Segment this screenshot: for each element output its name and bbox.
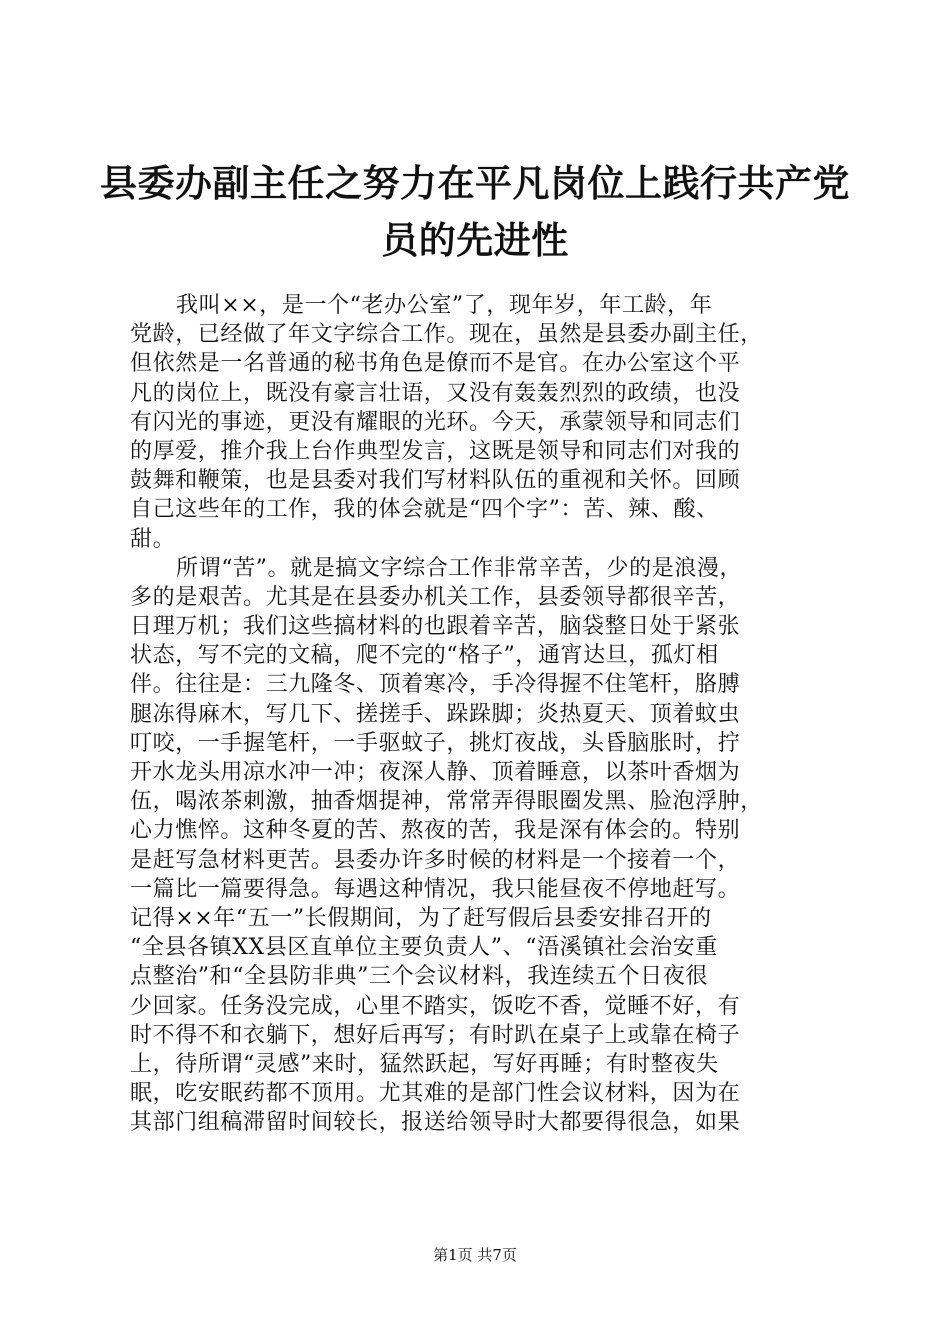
body-line: 叮咬，一手握笔杆，一手驱蚊子，挑灯夜战，头昏脑胀时，拧 [130,730,741,756]
body-line: 一篇比一篇要得急。每遇这种情况，我只能昼夜不停地赶写。 [130,876,741,902]
body-line: 甜。 [130,526,176,552]
body-line: 开水龙头用凉水冲一冲；夜深人静、顶着睡意，以茶叶香烟为 [130,760,741,785]
body-line: 多的是艰苦。尤其是在县委办机关工作，县委领导都很辛苦， [130,584,741,610]
document-title-line-1: 县委办副主任之努力在平凡岗位上践行共产党 [100,162,850,205]
body-line: 凡的岗位上，既没有豪言壮语，又没有轰轰烈烈的政绩，也没 [130,380,741,406]
body-line: 日理万机；我们这些搞材料的也跟着辛苦，脑袋整日处于紧张 [130,614,741,640]
body-line: 是赶写急材料更苦。县委办许多时候的材料是一个接着一个， [130,847,741,873]
body-line: 我叫××，是一个“老办公室”了，现年岁，年工龄，年 [176,293,713,318]
body-line: 状态，写不完的文稿，爬不完的“格子”，通宵达旦，孤灯相 [130,643,719,669]
document-body [130,291,830,1137]
body-line: 上，待所谓“灵感”来时，猛然跃起，写好再睡；有时整夜失 [130,1051,719,1077]
body-line: 的厚爱，推介我上台作典型发言，这既是领导和同志们对我的 [130,438,741,464]
body-line: 有闪光的事迹，更没有耀眼的光环。今天，承蒙领导和同志们 [130,409,741,435]
body-line: 鼓舞和鞭策，也是县委对我们写材料队伍的重视和关怀。回顾 [130,468,741,494]
body-line: “全县各镇XX县区直单位主要负责人”、“浯溪镇社会治安重 [130,935,718,961]
body-line: 党龄，已经做了年文字综合工作。现在，虽然是县委办副主任， [130,322,763,348]
body-line: 心力憔悴。这种冬夏的苦、熬夜的苦，我是深有体会的。特别 [130,818,741,844]
body-line: 伴。往往是：三九隆冬、顶着寒冷，手冷得握不住笔杆，胳膊 [130,672,741,698]
body-line: 自己这些年的工作，我的体会就是“四个字”：苦、辣、酸、 [130,497,719,523]
document-title-line-2: 员的先进性 [381,219,569,262]
body-line: 所谓“苦”。就是搞文字综合工作非常辛苦，少的是浪漫， [176,555,743,581]
body-line: 点整治”和“全县防非典”三个会议材料，我连续五个日夜很 [130,964,708,990]
body-line: 少回家。任务没完成，心里不踏实，饭吃不香，觉睡不好，有 [130,993,741,1019]
body-line: 其部门组稿滞留时间较长，报送给领导时大都要得很急，如果 [130,1110,741,1136]
page-footer: 第1页 共7页 [433,1246,517,1264]
body-line: 腿冻得麻木，写几下、搓搓手、跺跺脚；炎热夏天、顶着蚊虫 [130,701,741,727]
body-line: 但依然是一名普通的秘书角色是僚而不是官。在办公室这个平 [130,351,741,377]
body-line: 伍，喝浓茶刺激，抽香烟提神，常常弄得眼圈发黑、脸泡浮肿， [130,789,763,815]
body-line: 眠，吃安眠药都不顶用。尤其难的是部门性会议材料，因为在 [130,1081,741,1107]
body-line: 记得××年“五一”长假期间，为了赶写假后县委安排召开的 [130,905,712,931]
body-line: 时不得不和衣躺下，想好后再写；有时趴在桌子上或靠在椅子 [130,1022,741,1048]
